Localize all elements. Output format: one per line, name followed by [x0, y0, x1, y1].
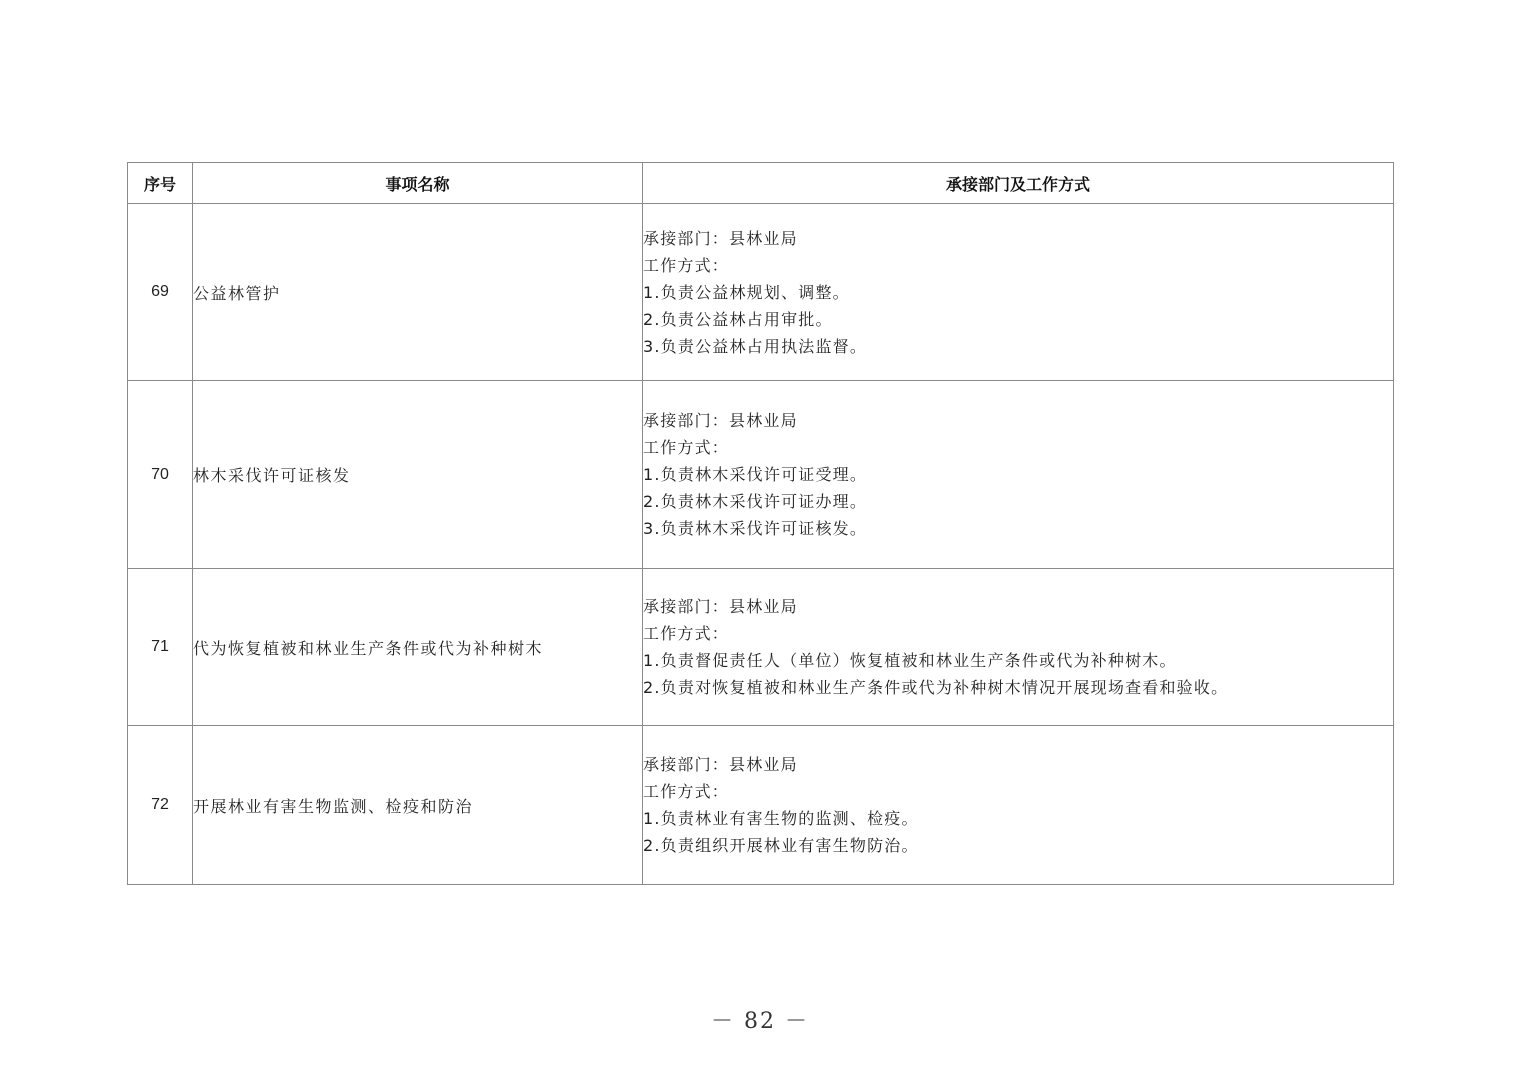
header-department-method: 承接部门及工作方式	[643, 163, 1394, 204]
method-item: 2.负责对恢复植被和林业生产条件或代为补种树木情况开展现场查看和验收。	[643, 678, 1229, 697]
department-method-cell	[643, 381, 1394, 569]
method-label: 工作方式：	[643, 624, 730, 643]
table-row	[128, 569, 1394, 726]
page-number: － 82 －	[711, 1009, 809, 1034]
table-row	[128, 726, 1394, 885]
row-number: 69	[128, 204, 193, 381]
method-item: 2.负责组织开展林业有害生物防治。	[643, 836, 919, 855]
item-name: 公益林管护	[193, 204, 643, 381]
method-item: 3.负责公益林占用执法监督。	[643, 336, 868, 356]
row-number: 71	[128, 569, 193, 726]
items-table	[127, 162, 1394, 885]
method-item: 1.负责督促责任人（单位）恢复植被和林业生产条件或代为补种树木。	[643, 651, 1177, 670]
item-name: 开展林业有害生物监测、检疫和防治	[193, 726, 643, 885]
department-method-cell	[643, 569, 1394, 726]
department-line: 承接部门：县林业局	[643, 228, 798, 248]
method-item: 1.负责林木采伐许可证受理。	[643, 465, 868, 484]
method-label: 工作方式：	[643, 255, 730, 275]
table-row	[128, 204, 1394, 381]
department-method-cell	[643, 726, 1394, 885]
department-line: 承接部门：县林业局	[643, 597, 798, 616]
method-label: 工作方式：	[643, 438, 730, 457]
method-label: 工作方式：	[643, 782, 730, 801]
method-item: 1.负责林业有害生物的监测、检疫。	[643, 809, 919, 828]
header-number: 序号	[128, 163, 193, 204]
row-number: 70	[128, 381, 193, 569]
department-line: 承接部门：县林业局	[643, 411, 798, 430]
item-name: 代为恢复植被和林业生产条件或代为补种树木	[193, 569, 643, 726]
item-name: 林木采伐许可证核发	[193, 381, 643, 569]
method-item: 3.负责林木采伐许可证核发。	[643, 519, 868, 538]
method-item: 1.负责公益林规划、调整。	[643, 282, 850, 302]
department-method-cell	[643, 204, 1394, 381]
method-item: 2.负责公益林占用审批。	[643, 309, 833, 329]
table-header	[128, 163, 1394, 204]
table-body	[128, 204, 1394, 885]
header-row	[128, 163, 1394, 204]
row-number: 72	[128, 726, 193, 885]
department-line: 承接部门：县林业局	[643, 755, 798, 774]
method-item: 2.负责林木采伐许可证办理。	[643, 492, 868, 511]
table-row	[128, 381, 1394, 569]
header-item-name: 事项名称	[193, 163, 643, 204]
